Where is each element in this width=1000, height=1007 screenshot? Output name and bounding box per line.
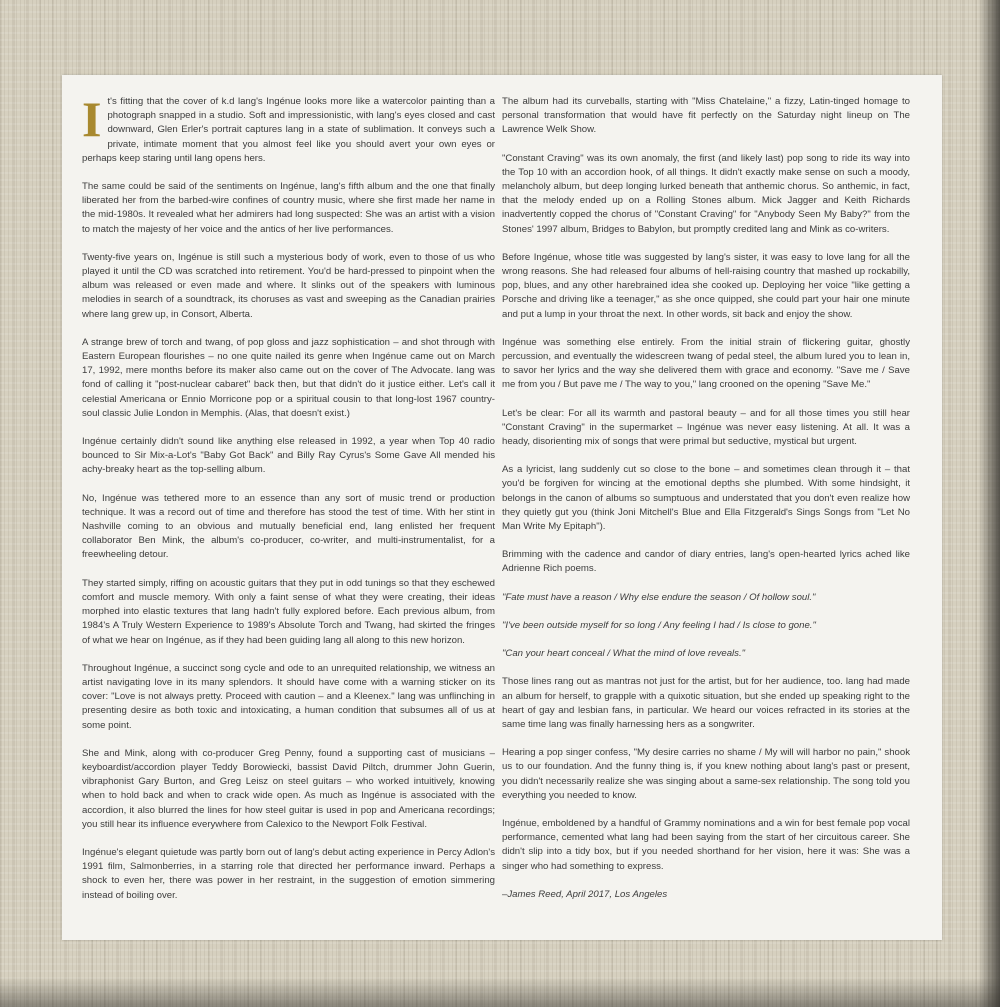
lyric-quote: "Can your heart conceal / What the mind of love reveals.": [502, 648, 746, 660]
left-text-column: [82, 91, 495, 917]
paragraph-text: t's fitting that the cover of k.d lang's Ingénue looks more like a watercolor painting than a photograph snapped in a studio. Soft and impressionistic, with lang's eyes closed and cast downward, Glen Erler's portrait captures lang in a state of sublimation. It conveys such a private, intimate moment that you almost feel like you should avert your own eyes or perhaps keep staring until lang opens hers.: [82, 96, 495, 164]
author-signature: –James Reed, April 2017, Los Angeles: [502, 888, 668, 900]
paragraph: Throughout Ingénue, a succinct song cycle and ode to an unrequited relationship, we witness an artist navigating love in its many splendors. It should have come with a warning sticker on its cover: "Love is not always pretty. Proceed with caution – and a Kleenex." lang was unflinching in presenting desire as both toxic and intoxicating, a human condition that subsumes all of us at some point.: [82, 662, 495, 731]
paragraph: Ingénue was something else entirely. From the initial strain of flickering guitar, ghostly percussion, and eventually the widescreen twang of pedal steel, the album lured you to lean in, to savor her lyrics and the way she delivered them with grace and economy. "Save me / Save me from you / But pave me / The way to you," lang crooned on the opening "Save Me.": [502, 336, 910, 391]
board-bottom-shadow: [0, 977, 1000, 1007]
paragraph: Let's be clear: For all its warmth and pastoral beauty – and for all those times you still hear "Constant Craving" in the supermarket – Ingénue was never easy listening. At all. It was a heady, disorienting mix of songs that were primal but seductive, mystical but urgent.: [502, 407, 910, 448]
right-text-column: [502, 95, 910, 916]
paragraph: They started simply, riffing on acoustic guitars that they put in odd tunings so that they eschewed comfort and muscle memory. With only a faint sense of what they were creating, their ideas morphed into elastic textures that lang hadn't fully explored before. Each previous album, from 1984's A Truly Western Experience to 1989's Absolute Torch and Twang, had skirted the fringes of what we hear on Ingénue, as if they had been guiding lang all along to this new horizon.: [82, 577, 495, 646]
paragraph: The same could be said of the sentiments on Ingénue, lang's fifth album and the one that finally liberated her from the barbed-wire confines of country music, where she first made her name in the mid-1980s. It revealed what her admirers had long suspected: She was an artist with a vision to match the majesty of her voice and the antics of her live performances.: [82, 181, 495, 235]
paragraph: She and Mink, along with co-producer Greg Penny, found a supporting cast of musicians – keyboardist/accordion player Teddy Borowiecki, bassist David Piltch, drummer John Guerin, vibraphonist Gary Burton, and Greg Leisz on steel guitars – who worked intuitively, knowing when to hold back and when to crack wide open. As much as Ingénue is associated with the accordion, it also blurred the lines for how steel guitar is used in pop and Americana recordings; you still hear its influence everywhere from Calexico to the Newport Folk Festival.: [82, 747, 495, 830]
liner-notes-sheet: [62, 75, 942, 940]
paragraph: Ingénue's elegant quietude was partly born out of lang's debut acting experience in Percy Adlon's 1991 film, Salmonberries, in a starring role that directed her performance inward. Perhaps a shock to even her, there was power in her restraint, in the suggestion of emotion simmering instead of boiling over.: [82, 846, 495, 901]
paragraph: "Constant Craving" was its own anomaly, the first (and likely last) pop song to ride its way into the Top 10 with an accordion hook, of all things. It didn't exactly make sense on such a moody, melancholy album, but deep longing lurked beneath that anthemic chorus. So anthemic, in fact, that the melody ended up on a Rolling Stones album. Mick Jagger and Keith Richards inadvertently copped the chorus of "Constant Craving" for "Anybody Seen My Baby?" from the Stones' 1997 album, Bridges to Babylon, but promptly credited lang and Mink as co-writers.: [502, 152, 910, 235]
paragraph: Twenty-five years on, Ingénue is still such a mysterious body of work, even to those of us who played it until the CD was scratched into retirement. You'd be hard-pressed to pinpoint when the album was released or even made and where. It slinks out of the speakers with luminous melodies in search of a soundtrack, its choruses as vast and sweeping as the Canadian prairies where lang grew up, in Consort, Alberta.: [82, 251, 495, 320]
lyric-quote: "Fate must have a reason / Why else endure the season / Of hollow soul.": [502, 591, 816, 603]
paragraph: Ingénue certainly didn't sound like anything else released in 1992, a year when Top 40 radio bounced to Sir Mix-a-Lot's "Baby Got Back" and Billy Ray Cyrus's Some Gave All mended his achy-breaky heart as the top-selling album.: [82, 436, 495, 476]
paragraph: [82, 91, 495, 166]
board-edge-shadow: [978, 0, 1000, 1007]
paragraph: Ingénue, emboldened by a handful of Grammy nominations and a win for best female pop vocal performance, cemented what lang had been saying from the start of her circuitous career. She didn't slip into a tidy box, but if you needed shorthand for her vision, here it was: She was a singer who had something to express.: [502, 817, 910, 872]
paragraph: Those lines rang out as mantras not just for the artist, but for her audience, too. lang had made an album for herself, to grapple with a quixotic situation, but she ended up speaking right to the heart of gay and lesbian fans, in particular. We heard our voices refracted in its stories at the same time lang was finally harnessing hers as a songwriter.: [502, 676, 910, 730]
paragraph: No, Ingénue was tethered more to an essence than any sort of music trend or production technique. It was a record out of time and therefore has stood the test of time. With her stint in Nashville coming to an obvious and mutually beneficial end, lang enlisted her frequent collaborator Ben Mink, the album's co-producer, co-writer, and multi-instrumentalist, for a freewheeling detour.: [82, 492, 495, 561]
paragraph: The album had its curveballs, starting with "Miss Chatelaine," a fizzy, Latin-tinged homage to personal transformation that would have fit perfectly on the Saturday night lineup on The Lawrence Welk Show.: [502, 96, 910, 136]
paragraph: Before Ingénue, whose title was suggested by lang's sister, it was easy to love lang for all the wrong reasons. She had released four albums of hell-raising country that mashed up rockabilly, pop, blues, and any other harebrained idea she cooked up. Deploying her voice "like getting a Porsche and driving like a teenager," as she once quipped, she could part your hair one minute and put a lump in your throat the next. In other words, sit back and enjoy the show.: [502, 251, 910, 320]
paragraph: Brimming with the cadence and candor of diary entries, lang's open-hearted lyrics ached like Adrienne Rich poems.: [502, 549, 910, 575]
drop-cap: I: [82, 91, 102, 147]
paragraph: Hearing a pop singer confess, "My desire carries no shame / My will will harbor no pain," shook us to our foundation. And the funny thing is, if you knew nothing about lang's past or present, you didn't necessarily realize she was singing about a same-sex relationship. The song told you everything you needed to know.: [502, 747, 910, 801]
lyric-quote: "I've been outside myself for so long / Any feeling I had / Is close to gone.": [502, 619, 816, 631]
paragraph: A strange brew of torch and twang, of pop gloss and jazz sophistication – and shot through with Eastern European flourishes – no one quite nailed its genre when Ingénue came out on March 17, 1992, mere months before its maker also came out on the cover of The Advocate. lang was fond of calling it "post-nuclear cabaret" back then, but that didn't do it justice either. Let's call it celestial Americana or Ennio Morricone pop or a spiritual cousin to that long-lost 1967 country-soul classic Julie London in Memphis. (Alas, that doesn't exist.): [82, 336, 495, 419]
paragraph: As a lyricist, lang suddenly cut so close to the bone – and sometimes clean through it – that you'd be forgiven for wincing at the emotional depths she plumbed. With some hindsight, it belongs in the canon of albums so sumptuous and understated that you don't even realize how they quietly gut you (think Joni Mitchell's Blue and Ella Fitzgerald's Sings Songs from "Let No Man Write My Epitaph").: [502, 464, 910, 533]
